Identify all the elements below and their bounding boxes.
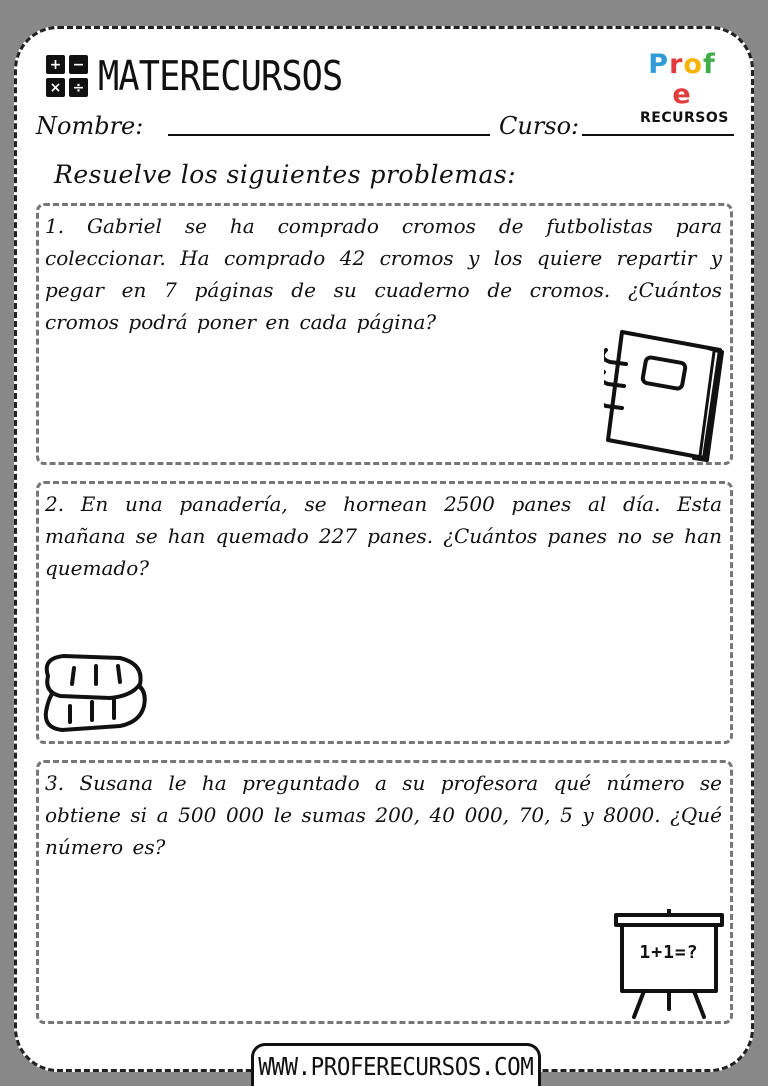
logo-letter: e [672, 79, 692, 110]
bread-icon [40, 650, 152, 738]
notebook-icon [604, 328, 726, 462]
nombre-line[interactable] [168, 134, 490, 136]
logo-letter: P [648, 49, 670, 80]
brand-header [46, 52, 382, 100]
curso-label: Curso: [499, 112, 580, 140]
recursos-wordmark: RECURSOS [640, 110, 729, 126]
logo-letter: o [683, 49, 703, 80]
brand-name: MATERECURSOS [98, 52, 343, 100]
nombre-label: Nombre: [36, 112, 144, 140]
footer-url-tab[interactable] [251, 1043, 541, 1086]
problem-text-1: 1. Gabriel se ha comprado cromos de futbolistas para coleccionar. Ha comprado 42 cromos y los quiere repartir y pegar en 7 páginas de su cuaderno de cromos. ¿Cuántos cromos podrá poner en cada página? [45, 214, 722, 334]
problem-text-2: 2. En una panadería, se hornean 2500 panes al día. Esta mañana se han quemado 227 panes. ¿Cuántos panes no se han quemado? [45, 492, 722, 580]
profe-wordmark [640, 50, 724, 110]
student-info-row [36, 110, 736, 142]
calculator-icon: + − × ÷ [46, 55, 88, 97]
curso-line[interactable] [582, 134, 734, 136]
footer-url: WWW.PROFERECURSOS.COM [258, 1051, 534, 1081]
instruction-text: Resuelve los siguientes problemas: [54, 160, 517, 189]
board-equation: 1+1=? [639, 942, 699, 963]
logo-letter: r [669, 49, 684, 80]
logo-letter: f [702, 49, 716, 80]
blackboard-icon [614, 909, 724, 1021]
problem-text-3: 3. Susana le ha preguntado a su profesora qué número se obtiene si a 500 000 le sumas 200, 40 000, 70, 5 y 8000. ¿Qué número es? [45, 771, 722, 859]
